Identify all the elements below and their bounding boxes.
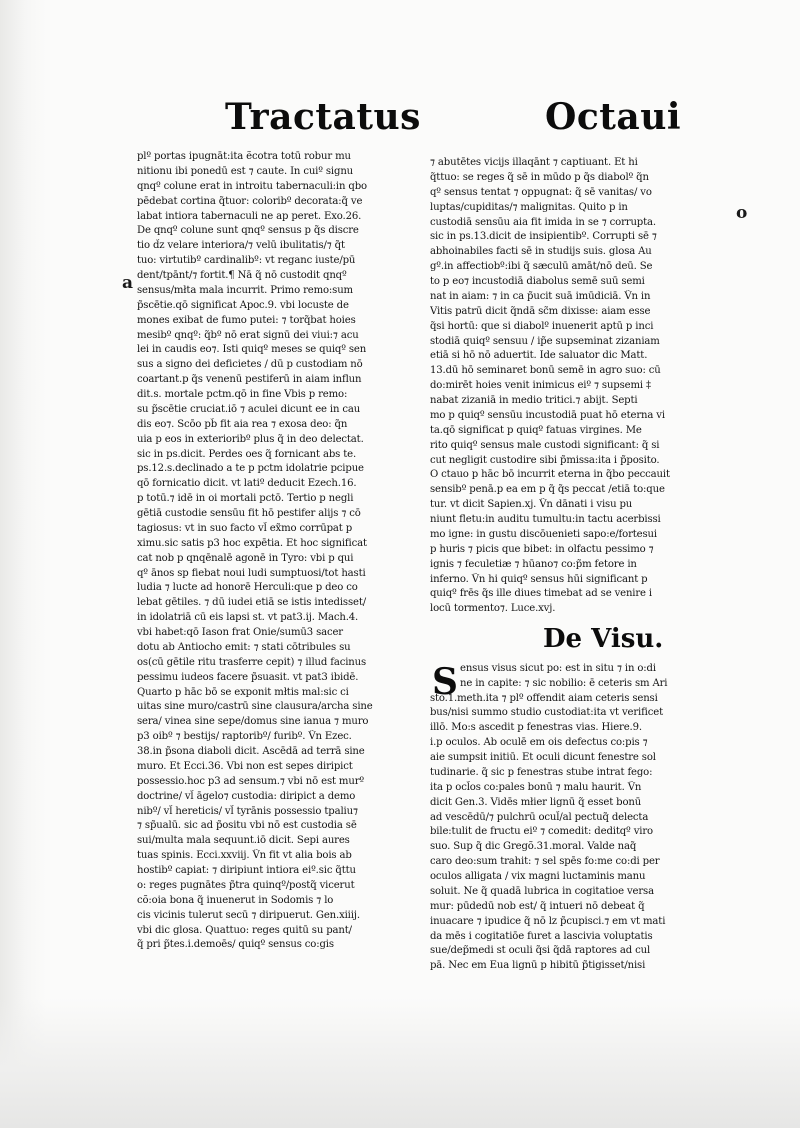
text-line: qº sensus tentat ⁊ oppugnat: q̃ sē vanitas/ vo bbox=[430, 186, 652, 198]
text-line: hostibº capiat: ⁊ diripiunt intiora eiº.sic q̃ttu bbox=[137, 865, 356, 876]
text-line: p huris ⁊ picis que bibet: in olfactu pessimo ⁊ bbox=[430, 543, 654, 555]
right-text-column bbox=[430, 156, 730, 974]
text-line: bus/nisi summo studio custodiat:ita vt verificet bbox=[430, 707, 663, 719]
text-line: mo igne: in gustu discōuenieti sapo:e/fortesui bbox=[430, 528, 657, 540]
text-line: tagiosus: vt in suo facto vl̃ ex̃mo corrūpat p bbox=[137, 522, 353, 534]
text-line: tuo: virtutibº cardinalibº: vt reganc iuste/pū bbox=[137, 255, 356, 267]
text-line: dicit Gen.3. Vidēs młier lignū q̃ esset bonū bbox=[430, 796, 642, 808]
text-line: p3 oibº ⁊ bestijs/ raptoribº/ furibº. Ṽn Ezec. bbox=[137, 731, 352, 743]
text-line: sus a signo dei deficietes / dū p custodiam nō bbox=[137, 359, 363, 371]
text-line: tur. vt dicit Sapien.xj. Ṽn dānati i visu pu bbox=[430, 499, 633, 511]
text-line: uia p eos in exterioribº plus q̃ in deo delectat. bbox=[137, 433, 364, 445]
text-line: ludia ⁊ lucte ad honorē Herculi:que p deo co bbox=[137, 582, 358, 594]
text-line: labat intiora tabernaculi ne ap peret. Exo.26. bbox=[137, 210, 362, 222]
margin-mark-left: a bbox=[122, 273, 134, 293]
text-line: ps.12.s.declinado a te p pctm idolatrie pcipue bbox=[137, 463, 364, 475]
text-line: ita p ocl̃os co:pales bonū ⁊ malu haurit. Ṽn bbox=[430, 781, 642, 793]
text-line: sue/dep̃medi st oculi q̃si q̃dā raptores ad cul bbox=[430, 945, 651, 957]
running-head-right: Octaui bbox=[545, 96, 682, 138]
running-head-left: Tractatus bbox=[225, 96, 421, 138]
text-line: rito quiqº sensus male custodi significant: q̃ si bbox=[430, 439, 660, 451]
text-line: nitionu ibi ponedū est ⁊ caute. In cuiº signu bbox=[137, 165, 354, 177]
text-line: illō. Mo:s ascedit p fenestras vias. Hiere.9. bbox=[430, 722, 642, 734]
text-line: plº portas ipugnāt:ita ẽcotra totū robur mu bbox=[137, 151, 351, 162]
text-line: pessimu iudeos facere p̃suasit. vt pat3 ibidē. bbox=[137, 671, 359, 683]
text-line: De qnqº colune sunt qnqº sensus p q̃s discre bbox=[137, 225, 359, 237]
text-line: p totū.⁊ idē in oi mortali pctō. Tertio p negli bbox=[137, 493, 354, 505]
text-line: i.p oculos. Ab oculē em ois defectus co:pis ⁊ bbox=[430, 737, 648, 749]
text-line: Vitis patrū dicit q̃ndā sc̃m dixisse: aiam esse bbox=[430, 305, 651, 317]
drop-initial: S bbox=[432, 661, 458, 703]
text-line: q̃ pri p̃tes.i.demoēs/ quiqº sensus co:gis bbox=[137, 939, 334, 951]
text-line: mesibº qnqº: q̃bº nō erat signū dei viui:⁊ acu bbox=[137, 329, 359, 341]
text-line: ta.qō significat p quiqº fatuas virgines. Me bbox=[430, 424, 642, 436]
text-line: ⁊ abutētes vicijs illaqānt ⁊ captiuant. Et hi bbox=[430, 157, 638, 168]
text-line: abhoinabiles facti sē in studijs suis. glosa Au bbox=[430, 246, 652, 258]
text-line: doctrine/ vl̃ āgelo⁊ custodia: diripict a demo bbox=[137, 790, 356, 802]
text-line: muro. Et Ecci.36. Vbi non est sepes diripict bbox=[137, 760, 353, 772]
text-line: q̃si hortū: que si diabolº inuenerit aptū p inci bbox=[430, 320, 654, 332]
text-line: mones exibat de fumo putei: ⁊ torq̃bat hoies bbox=[137, 314, 356, 326]
text-line: cat nob p qnqēnalē agonē in Tyro: vbi p qui bbox=[137, 552, 354, 564]
text-line: inuacare ⁊ ipudice q̃ nō lz p̃cupisci.⁊ em vt mati bbox=[430, 915, 666, 927]
text-line: luptas/cupiditas/⁊ malignitas. Quito p in bbox=[430, 201, 628, 213]
text-line: ensus visus sicut po: est in situ ⁊ in o:di bbox=[460, 662, 656, 674]
text-line: tudinarie. q̃ sic p fenestras stube intrat fego: bbox=[430, 766, 653, 778]
text-line: sensibº penā.p ea em p q̃ q̃s peccat /etiā to:que bbox=[430, 484, 665, 496]
text-line: caro deo:sum trahit: ⁊ sel spēs fo:me co:di per bbox=[430, 856, 660, 868]
text-line: soluit. Ne q̃ quadā lubrica in cogitatioe versa bbox=[430, 885, 654, 897]
text-line: gº.in affectiobº:ibi q̃ sæculū amāt/nō deū. Se bbox=[430, 261, 653, 273]
text-line: pēdebat cortina q̃tuor: coloribº decorata:q̃ ve bbox=[137, 195, 363, 207]
text-line: gētiā custodie sensūu fit hō pestifer alijs ⁊ cō bbox=[137, 508, 361, 519]
text-line: oculos alligata / vix magni luctaminis manu bbox=[430, 871, 646, 882]
text-line: ignis ⁊ feculetiæ ⁊ hūano⁊ co:p̃m fetore in bbox=[430, 558, 637, 570]
section-heading: De Visu. bbox=[543, 624, 664, 654]
text-line: aie sumpsit initiū. Et oculi dicunt fenestre sol bbox=[430, 752, 656, 763]
text-line: dis eo⁊. Scōo pb̃ fit aia rea ⁊ exosa deo: q̃n bbox=[137, 418, 348, 430]
text-line: cut negligit custodire sibi p̃missa:ita i p̃posito. bbox=[430, 454, 660, 466]
text-line: possessio.hoc p3 ad sensum.⁊ vbi nō est murº bbox=[137, 775, 364, 787]
text-line: coartant.p q̃s venenū pestiferū in aiam influn bbox=[137, 374, 362, 386]
text-line: locū tormento⁊. Luce.xvj. bbox=[430, 603, 556, 615]
text-line: uitas sine muro/castrū sine clausura/archa sine bbox=[137, 701, 373, 713]
text-line: cõ:oia bona q̃ inuenerut in Sodomis ⁊ lo bbox=[137, 894, 334, 906]
text-line: dent/tpānt/⁊ fortit.¶ Nā q̃ nō custodit qnqº bbox=[137, 270, 347, 281]
text-line: Quarto p hāc bō se exponit młtis mal:sic ci bbox=[137, 686, 349, 698]
text-line: sui/multa mala sequunt.iō dicit. Sepi aures bbox=[137, 835, 350, 847]
text-line: suo. Sup q̃ dic Gregõ.31.moral. Valde naq̃ bbox=[430, 841, 637, 853]
text-line: su p̃scētie cruciat.iō ⁊ aculei dicunt ee in cau bbox=[137, 403, 361, 415]
text-line: O ctauo p hāc bō incurrit eterna in q̃bo peccauit bbox=[430, 469, 670, 481]
text-line: do:mirēt hoies venit inimicus eiº ⁊ supsemi ‡ bbox=[430, 380, 651, 392]
text-line: 13.dū hō seminaret bonū semē in agro suo: cū bbox=[430, 365, 661, 377]
text-line: cis vicinis tulerut secū ⁊ diripuerut. Gen.xiiij. bbox=[137, 909, 360, 921]
text-line: etiā si hō nō aduertit. Ide saluator dic Matt. bbox=[430, 350, 648, 362]
text-line: qnqº colune erat in introitu tabernaculi:in qbo bbox=[137, 180, 367, 192]
text-line: quiqº frēs q̃s ille diues timebat ad se venire i bbox=[430, 588, 653, 600]
text-line: nat in aiam: ⁊ in ca p̃ucit suā imūdiciā. Ṽn in bbox=[430, 290, 651, 302]
text-line: qº ānos sp fiebat noui ludi sumptuosi/tot hasti bbox=[137, 567, 366, 579]
text-line: nibº/ vl̃ hereticis/ vl̃ tyrānis possessio tpaliu⁊ bbox=[137, 805, 358, 817]
left-text-column bbox=[137, 150, 437, 953]
text-line: pā. Nec em Eua lignū p hibitū p̃tigisset/nisi bbox=[430, 960, 646, 972]
text-line: mo p quiqº sensūu incustodiā puat hō eterna vi bbox=[430, 409, 665, 421]
text-line: ne in capite: ⁊ sic nobilio: ē ceteris sm Ari bbox=[460, 677, 668, 689]
text-line: os(cū gētile ritu trasferre cepit) ⁊ illud facinus bbox=[137, 656, 367, 668]
text-line: custodiā sensūu aia fit imida in se ⁊ corrupta. bbox=[430, 216, 656, 228]
text-line: sic in ps.13.dicit de insipientibº. Corrupti sē ⁊ bbox=[430, 231, 657, 243]
text-line: sera/ vinea sine sepe/domus sine ianua ⁊ muro bbox=[137, 716, 369, 728]
text-line: ad vescēdū/⁊ pulchrū ocul̃/al pectuq̃ delecta bbox=[430, 811, 649, 823]
text-line: lebat gētiles. ⁊ dū iudei etiā se istis intedisset/ bbox=[137, 597, 366, 609]
margin-mark-right: o bbox=[736, 203, 748, 223]
text-line: stodiā quiqº sensuu / ip̃e supseminat zizaniam bbox=[430, 335, 660, 347]
text-line: q̃ttuo: se reges q̃ sē in mūdo p q̃s diabolº q̃n bbox=[430, 171, 649, 183]
text-line: tuas spinis. Ecci.xxviij. Ṽn fit vt alia bois ab bbox=[137, 850, 352, 862]
text-line: lei in caudis eo⁊. Isti quiqº meses se quiqº sen bbox=[137, 344, 367, 356]
text-line: tio d̃z velare interiora/⁊ velū ibulitatis/⁊ q̃t bbox=[137, 240, 345, 252]
text-line: niunt fletu:in auditu tumultu:in tactu acerbissi bbox=[430, 514, 661, 525]
text-line: p̃scētie.qō significat Apoc.9. vbi locuste de bbox=[137, 299, 349, 311]
text-line: qō fornicatio dicit. vt latiº deducit Ezech.16. bbox=[137, 478, 357, 490]
text-line: ⁊ sp̃ualū. sic ad p̃ositu vbi nō est custodia sē bbox=[137, 820, 357, 832]
text-line: sic in ps.dicit. Perdes oes q̃ fornicant abs te. bbox=[137, 448, 357, 460]
text-line: sensus/młta mala incurrit. Primo remo:sum bbox=[137, 284, 353, 296]
text-line: vbi dic glosa. Quattuo: reges quitū su pant/ bbox=[137, 924, 352, 936]
text-line: sto.1.meth.ita ⁊ plº offendit aiam ceteris sensi bbox=[430, 692, 658, 704]
text-line: o: reges pugnātes p̃tra quinqº/postq̃ vicerut bbox=[137, 879, 355, 891]
text-line: 38.in p̃sona diaboli dicit. Ascēdā ad terrā sine bbox=[137, 746, 365, 757]
text-line: to p eo⁊ incustodiā diabolus semē suū semi bbox=[430, 276, 645, 287]
text-line: inferno. Ṽn hi quiqº sensus hūi significant p bbox=[430, 573, 648, 585]
text-line: da mēs i cogitatiōe furet a lascivia voluptatis bbox=[430, 930, 653, 942]
text-line: nabat zizaniā in medio tritici.⁊ abijt. Septi bbox=[430, 395, 638, 406]
text-line: bile:tulit de fructu eiº ⁊ comedit: deditqº viro bbox=[430, 826, 653, 838]
text-line: in idolatriā cū eis lapsi st. vt pat3.ij. Mach.4. bbox=[137, 612, 359, 624]
text-line: mur: pūdedū nob est/ q̃ intueri nō debeat q̃ bbox=[430, 900, 645, 912]
text-line: dit.s. mortale pctm.qō in fine Vbis p remo: bbox=[137, 389, 348, 400]
text-line: vbi habet:qō Iason frat Onie/sumū3 sacer bbox=[137, 627, 343, 638]
text-line: dotu ab Antiocho emit: ⁊ stati cōtribules su bbox=[137, 641, 351, 653]
text-line: ximu.sic satis p3 hoc expētia. Et hoc significat bbox=[137, 537, 367, 549]
